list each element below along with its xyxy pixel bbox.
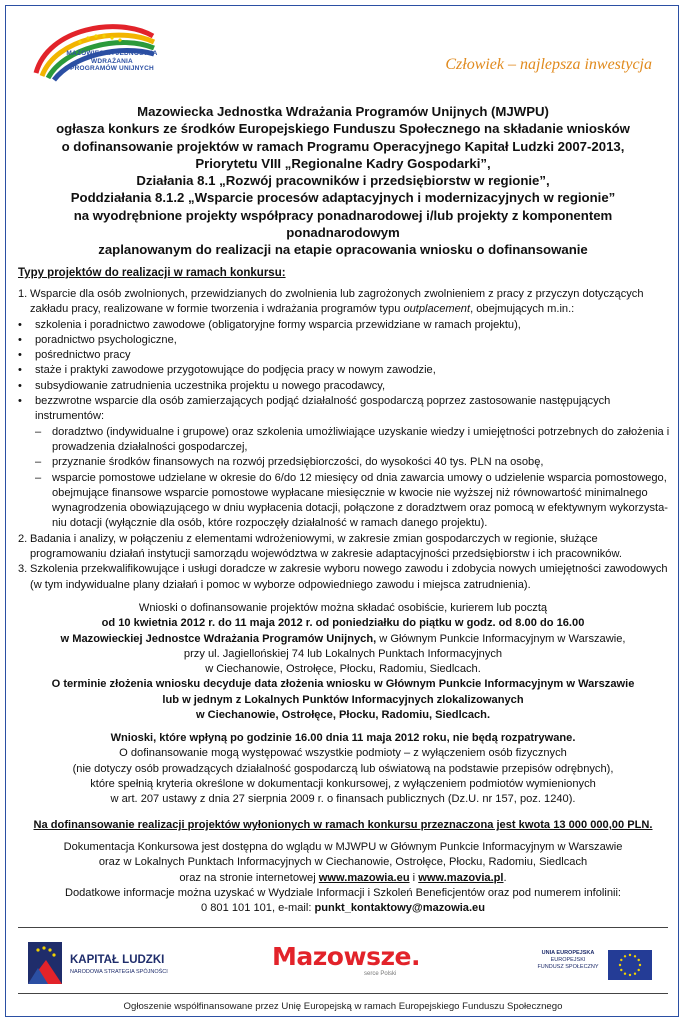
documentation-info: Dokumentacja Konkursowa jest dostępna do wglądu w MJWPU w Głównym Punkcie Informacyjnym w Warszawie oraz w Lokalnych Punktach Informacyjnych w Ciechanowie, Ostrołęce, Płocku, Radomiu, Siedlcach oraz na stronie internetowej www.mazowia.eu i www.mazovia.pl. Dodatkowe informacje można uzyskać w Wydziale Informacji i Szkoleń Beneficjentów oraz pod numerem infolinii: 0 801 101 101, e-mail: punkt_kontaktowy@mazowia.eu [63, 841, 623, 915]
divider [18, 993, 668, 994]
contact-email[interactable]: punkt_kontaktowy@mazowia.eu [314, 902, 485, 915]
kapital-ludzki-flag-icon [24, 938, 66, 988]
list-item: • bezzwrotne wsparcie dla osób zamierzających podjąć działalność gospodarczą poprzez zastosowanie następujących instrumentów: [18, 395, 611, 423]
logo-text: MAZOWIECKA JEDNOSTKA WDRAŻANIA PROGRAMÓW UNIJNYCH [66, 50, 158, 72]
list-item: – doradztwo (indywidualne i grupowe) oraz szkolenia umożliwiające uzyskanie wiedzy i umiejętności potrzebnych do założenia i prowadzenia działalności gospodarczej, [35, 425, 670, 453]
deadline-info: Wnioski, które wpłyną po godzinie 16.00 dnia 11 maja 2012 roku, nie będą rozpatrywane. O dofinansowanie mogą występować wszystkie podmioty – z wyłączeniem osób fizycznych (nie dotyczy osób prowadzących działalność gospodarczą lub oświatową na podstawie przepisów odrębnych), które spełnią kryteria określone w dokumentacji konkursowej, z wyłączeniem podmiotów wymienionych w art. 207 ustawy z dnia 27 sierpnia 2009 r. o finansach publicznych (Dz.U. nr 157, poz. 1240). [72, 732, 614, 806]
list-item: 3. Szkolenia przekwalifikowujące i usługi doradcze w zakresie wyboru nowego zawodu i zdobycia nowych umiejętności zawodowych (w tym indywidualne plany działań i pomoc w wyborze odpowiedniego zawodu i miejsca zatrudnienia). [18, 563, 668, 591]
eu-flag-icon [608, 950, 652, 980]
list-item: • subsydiowanie zatrudnienia uczestnika projektu u nowego pracodawcy, [18, 379, 386, 392]
list-item: 1. Wsparcie dla osób zwolnionych, przewidzianych do zwolnienia lub zagrożonych zwolnieniem z pracy z przyczyn dotyczących zakładu pracy, realizowane w formie tworzenia i wdrażania programów typu outplacement, obejmujących m.in.: [18, 288, 644, 316]
list-item: • poradnictwo psychologiczne, [18, 333, 177, 346]
list-item: • szkolenia i poradnictwo zawodowe (obligatoryjne formy wsparcia przewidziane w ramach projektu), [18, 318, 521, 331]
header [0, 0, 686, 95]
mazowia-link[interactable]: www.mazowia.eu [318, 871, 410, 884]
list-item: – przyznanie środków finansowych na rozwój przedsiębiorczości, do wysokości 40 tys. PLN na osobę, [35, 456, 544, 469]
slogan: Człowiek – najlepsza inwestycja [445, 56, 652, 73]
list-item: – wsparcie pomostowe udzielane w okresie do 6/do 12 miesięcy od dnia zawarcia umowy o udzielenie wsparcia pomostowego, obejmujące finansowe wsparcie pomostowe wypłacane miesięcznie w kwocie nie wyższej niż równowartość minimalnego wynagrodzenia obowiązującego w dniu wypłacenia dotacji, połączone z doradztwem oraz pomocą w efektywnym wykorzysta-niu dotacji (wyłącznie dla osób, które rozpoczęły działalność w ramach danego projektu). [35, 471, 669, 530]
cofinance-note: Ogłoszenie współfinansowane przez Unię Europejską w ramach Europejskiego Funduszu Społecznego [123, 1001, 563, 1012]
mazowsze-logo: Mazowsze. serce Polski [272, 942, 420, 977]
list-item: 2. Badania i analizy, w połączeniu z elementami wdrożeniowymi, w zakresie zmian gospodarczych w regionie, służące programowaniu działań instytucji samorządu województwa w zakresie adaptacyjności przedsiębiorstw i ich pracowników. [18, 532, 622, 561]
funding-amount: Na dofinansowanie realizacji projektów wyłonionych w ramach konkursu przeznaczona jest kwota 13 000 000,00 PLN. [33, 819, 653, 831]
list-item: • staże i praktyki zawodowe przygotowujące do podjęcia pracy w nowym zawodzie, [18, 364, 436, 377]
eu-logo: UNIA EUROPEJSKA EUROPEJSKI FUNDUSZ SPOŁECZNY [532, 950, 672, 982]
mazovia-link[interactable]: www.mazovia.pl [418, 871, 504, 884]
types-heading: Typy projektów do realizacji w ramach konkursu: [18, 267, 286, 279]
kapital-ludzki-logo: KAPITAŁ LUDZKI NARODOWA STRATEGIA SPÓJNOŚCI [24, 938, 194, 988]
submission-info: Wnioski o dofinansowanie projektów można składać osobiście, kurierem lub pocztą od 10 kwietnia 2012 r. do 11 maja 2012 r. od poniedziałku do piątku w godz. od 8.00 do 16.00 w Mazowieckiej Jednostce Wdrażania Programów Unijnych, w Głównym Punkcie Informacyjnym w Warszawie, przy ul. Jagiellońskiej 74 lub Lokalnych Punktach Informacyjnych w Ciechanowie, Ostrołęce, Płocku, Radomiu, Siedlcach. O terminie złożenia wniosku decyduje data złożenia wniosku w Głównym Punkcie Informacyjnym w Warszawie lub w jednym z Lokalnych Punktów Informacyjnych zlokalizowanych w Ciechanowie, Ostrołęce, Płocku, Radomiu, Siedlcach. [51, 602, 635, 722]
list-item: • pośrednictwo pracy [18, 349, 131, 362]
divider [18, 927, 668, 928]
announcement-title: Mazowiecka Jednostka Wdrażania Programów Unijnych (MJWPU) ogłasza konkurs ze środków Europejskiego Funduszu Społecznego na składanie wniosków o dofinansowanie projektów w ramach Programu Operacyjnego Kapitał Ludzki 2007-2013, Priorytetu VIII „Regionalne Kadry Gospodarki”, Działania 8.1 „Rozwój pracowników i przedsiębiorstw w regionie”, Poddziałania 8.1.2 „Wsparcie procesów adaptacyjnych i modernizacyjnych w regionie” na wyodrębnione projekty współpracy ponadnarodowej i/lub projekty z komponentem ponadnarodowym zaplanowanym do realizacji na etapie opracowania wniosku o dofinansowanie [56, 104, 630, 258]
project-types-list [18, 287, 673, 593]
